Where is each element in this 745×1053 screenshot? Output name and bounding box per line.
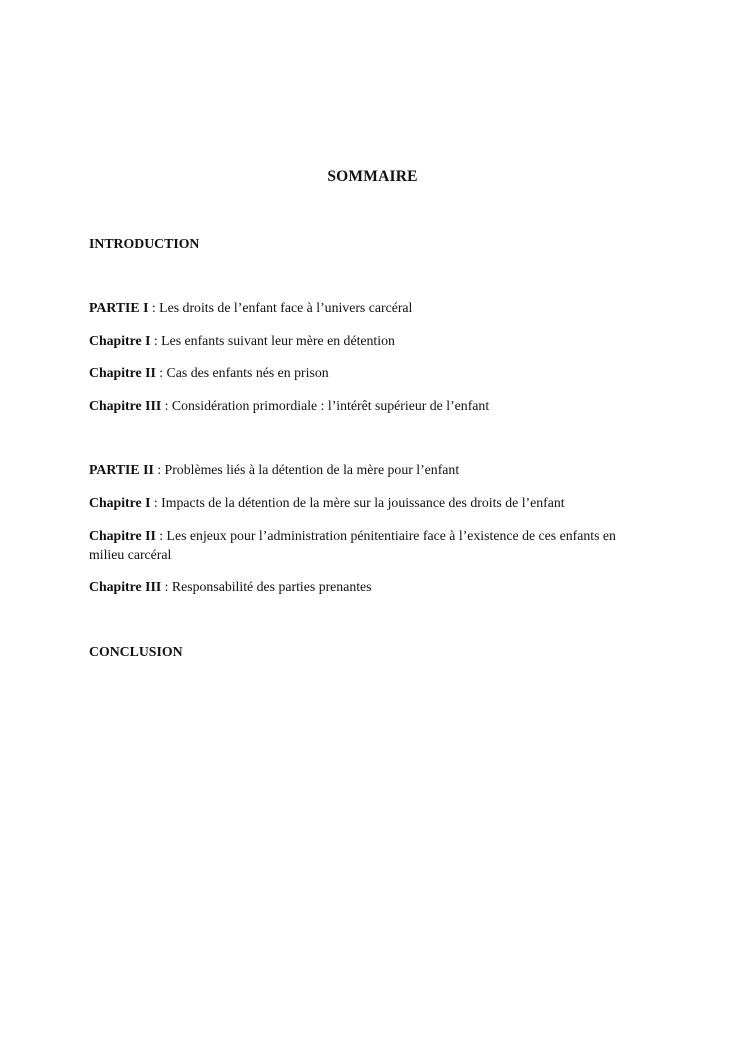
partie-1-entry (89, 298, 659, 317)
introduction-heading: INTRODUCTION (89, 236, 200, 251)
chapitre-text: : Responsabilité des parties prenantes (161, 579, 372, 594)
partie-2-chapitre-2 (89, 526, 651, 564)
chapitre-text: : Les enfants suivant leur mère en détention (150, 333, 395, 348)
partie-2-label: PARTIE II (89, 462, 154, 477)
partie-1-chapitre-1 (89, 331, 659, 350)
chapitre-text: : Les enjeux pour l’administration pénitentiaire face à l’existence de ces enfants en milieu carcéral (89, 528, 616, 562)
chapitre-label: Chapitre I (89, 333, 151, 348)
chapitre-label: Chapitre II (89, 528, 156, 543)
conclusion-heading: CONCLUSION (89, 644, 183, 659)
chapitre-text: : Considération primordiale : l’intérêt supérieur de l’enfant (161, 398, 490, 413)
chapitre-label: Chapitre III (89, 398, 162, 413)
chapitre-label: Chapitre III (89, 579, 162, 594)
page-title: SOMMAIRE (327, 168, 418, 185)
partie-1-chapitre-2 (89, 363, 659, 382)
partie-2-chapitre-3 (89, 577, 659, 596)
partie-2-chapitre-1 (89, 493, 659, 512)
chapitre-text: : Impacts de la détention de la mère sur la jouissance des droits de l’enfant (150, 495, 565, 510)
partie-2-text: : Problèmes liés à la détention de la mère pour l’enfant (153, 462, 460, 477)
chapitre-text: : Cas des enfants nés en prison (155, 365, 329, 380)
chapitre-label: Chapitre I (89, 495, 151, 510)
partie-2-entry (89, 460, 659, 479)
chapitre-label: Chapitre II (89, 365, 156, 380)
partie-1-text: : Les droits de l’enfant face à l’univers carcéral (148, 300, 413, 315)
partie-1-chapitre-3 (89, 396, 659, 415)
partie-1-label: PARTIE I (89, 300, 149, 315)
